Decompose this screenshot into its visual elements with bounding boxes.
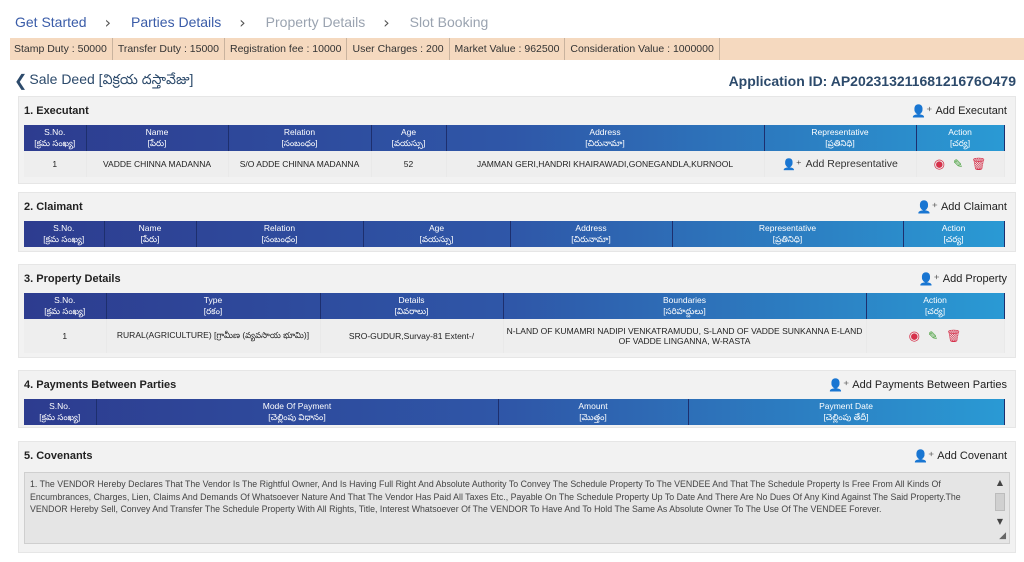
edit-icon[interactable]: ✎ — [928, 329, 939, 343]
user-plus-icon: 👤⁺ — [918, 272, 940, 286]
add-executant-button[interactable] — [911, 104, 1007, 118]
col-payment-date: Payment Date [చెల్లింపు తేదీ] — [688, 399, 1004, 425]
user-plus-icon: 👤⁺ — [916, 200, 938, 214]
covenants-section — [18, 441, 1016, 553]
user-plus-icon: 👤⁺ — [911, 104, 933, 118]
transfer-duty: Transfer Duty : 15000 — [113, 38, 225, 60]
col-relation: Relation [సంబంధం] — [228, 125, 371, 151]
cell-address: JAMMAN GERI,HANDRI KHAIRAWADI,GONEGANDLA,KURNOOL — [446, 151, 764, 177]
add-covenant-button[interactable] — [913, 449, 1007, 463]
section-title: 3. Property Details — [24, 273, 121, 285]
col-representative: Representative [ప్రతినిధి] — [672, 221, 903, 247]
step-property-details[interactable]: Property Details — [265, 14, 366, 30]
scroll-up-icon[interactable]: ▲ — [996, 478, 1004, 487]
add-representative-button[interactable] — [782, 158, 898, 171]
deed-title: Sale Deed [విక్రయ దస్తావేజు] — [29, 71, 194, 87]
cell-name: VADDE CHINNA MADANNA — [86, 151, 228, 177]
progress-steps — [0, 6, 1024, 38]
col-sno: S.No. [క్రమ సంఖ్య] — [24, 125, 86, 151]
section-title: 5. Covenants — [24, 450, 93, 462]
edit-icon[interactable]: ✎ — [953, 157, 964, 171]
trash-icon[interactable]: 🗑 — [946, 329, 962, 343]
user-charges: User Charges : 200 — [347, 38, 449, 60]
add-payments-button[interactable] — [828, 378, 1007, 392]
col-name: Name [పేరు] — [104, 221, 196, 247]
step-parties-details[interactable]: Parties Details — [131, 14, 222, 30]
col-address: Address [చిరునామా] — [446, 125, 764, 151]
add-payments-label: Add Payments Between Parties — [852, 379, 1007, 391]
chevron-right-icon: › — [104, 12, 111, 32]
deed-header — [14, 70, 1016, 92]
payments-section — [18, 370, 1016, 428]
registration-fee: Registration fee : 10000 — [225, 38, 348, 60]
stamp-duty: Stamp Duty : 50000 — [10, 38, 113, 60]
col-sno: S.No. [క్రమ సంఖ్య] — [24, 293, 106, 319]
step-get-started[interactable]: Get Started — [15, 14, 87, 30]
chevron-right-icon: › — [383, 12, 390, 32]
col-details: Details [వివరాలు] — [320, 293, 503, 319]
cell-details: SRO-GUDUR,Survay-81 Extent-/ — [320, 319, 503, 353]
cell-age: 52 — [371, 151, 446, 177]
chevron-right-icon: › — [239, 12, 246, 32]
resize-handle-icon[interactable]: ◢ — [999, 531, 1006, 541]
property-table — [24, 293, 1005, 353]
section-title: 4. Payments Between Parties — [24, 379, 177, 391]
col-age: Age [వయస్సు] — [371, 125, 446, 151]
trash-icon[interactable]: 🗑 — [971, 157, 987, 171]
market-value: Market Value : 962500 — [450, 38, 566, 60]
add-executant-label: Add Executant — [935, 105, 1007, 117]
property-section — [18, 264, 1016, 358]
cell-action — [916, 151, 1004, 177]
col-amount: Amount [మొత్తం] — [498, 399, 688, 425]
scrollbar[interactable] — [993, 478, 1007, 526]
covenant-text: 1. The VENDOR Hereby Declares That The Vendor Is The Rightful Owner, And Is Having Full Right And Absolute Authority To Convey The Schedule Property To The VENDEE And That The Schedule Property Is Free From All Kinds Of Encumbrances, Charges, Lien, Claims And Demands Of Whatsoever Nature And That The Vendor Has Paid All Taxes Etc., Payable On The Schedule Property Up To Date And There Are No Dues Of Any Kind Against The Said Property.The VENDOR Hereby Sell, Convey And Transfer The Schedule Property With All Rights, Title, Interest Whatsoever Of The VENDOR To Have And To Hold The Same As Absolute Owner To The Use Of The VENDEE Forever. — [30, 479, 961, 514]
section-title: 2. Claimant — [24, 201, 83, 213]
table-row — [24, 319, 1004, 353]
executant-section — [18, 96, 1016, 184]
col-representative: Representative [ప్రతినిధి] — [764, 125, 916, 151]
fee-summary-bar — [10, 38, 1024, 60]
cell-sno: 1 — [24, 319, 106, 353]
claimant-section — [18, 192, 1016, 252]
cell-type: RURAL(AGRICULTURE) [గ్రామీణ (వ్యవసాయ భూమి)] — [106, 319, 320, 353]
scroll-down-icon[interactable]: ▼ — [996, 517, 1004, 526]
chevron-left-icon[interactable]: ❮ — [14, 73, 28, 90]
cell-representative — [764, 151, 916, 177]
table-header-row — [24, 221, 1004, 247]
col-mode-of-payment: Mode Of Payment [చెల్లింపు విధానం] — [96, 399, 498, 425]
table-row — [24, 151, 1004, 177]
table-header-row — [24, 293, 1004, 319]
col-action: Action [చర్య] — [916, 125, 1004, 151]
col-sno: S.No. [క్రమ సంఖ్య] — [24, 399, 96, 425]
user-plus-icon: 👤⁺ — [782, 158, 802, 171]
consideration-value: Consideration Value : 1000000 — [565, 38, 719, 60]
application-id: Application ID: AP20231321168121676O479 — [728, 73, 1016, 89]
covenants-textarea[interactable] — [24, 472, 1010, 544]
col-type: Type [రకం] — [106, 293, 320, 319]
section-title: 1. Executant — [24, 105, 89, 117]
add-property-label: Add Property — [942, 273, 1007, 285]
col-action: Action [చర్య] — [866, 293, 1004, 319]
payments-table — [24, 399, 1005, 425]
col-boundaries: Boundaries [సరిహద్దులు] — [503, 293, 866, 319]
cell-action — [866, 319, 1004, 353]
col-name: Name [పేరు] — [86, 125, 228, 151]
eye-icon[interactable]: ◉ — [933, 156, 946, 171]
add-claimant-label: Add Claimant — [940, 201, 1007, 213]
cell-sno: 1 — [24, 151, 86, 177]
add-property-button[interactable] — [919, 272, 1007, 286]
col-action: Action [చర్య] — [903, 221, 1004, 247]
col-address: Address [చిరునామా] — [510, 221, 672, 247]
col-sno: S.No. [క్రమ సంఖ్య] — [24, 221, 104, 247]
user-plus-icon: 👤⁺ — [913, 449, 935, 463]
eye-icon[interactable]: ◉ — [908, 328, 921, 343]
col-relation: Relation [సంబంధం] — [196, 221, 363, 247]
add-covenant-label: Add Covenant — [937, 450, 1007, 462]
add-claimant-button[interactable] — [917, 200, 1007, 214]
executant-table — [24, 125, 1005, 177]
deed-title-link[interactable] — [14, 71, 193, 91]
user-plus-icon: 👤⁺ — [828, 378, 850, 392]
add-representative-label: Add Representative — [805, 158, 898, 170]
cell-relation: S/O ADDE CHINNA MADANNA — [228, 151, 371, 177]
step-slot-booking[interactable]: Slot Booking — [409, 14, 489, 30]
col-age: Age [వయస్సు] — [363, 221, 510, 247]
table-header-row — [24, 399, 1004, 425]
scroll-thumb[interactable] — [995, 493, 1005, 511]
table-header-row — [24, 125, 1004, 151]
claimant-table — [24, 221, 1005, 247]
cell-boundaries: N-LAND OF KUMAMRI NADIPI VENKATRAMUDU, S-LAND OF VADDE SUNKANNA E-LAND OF VADDE LINGANNA, W-RASTA — [503, 319, 866, 353]
